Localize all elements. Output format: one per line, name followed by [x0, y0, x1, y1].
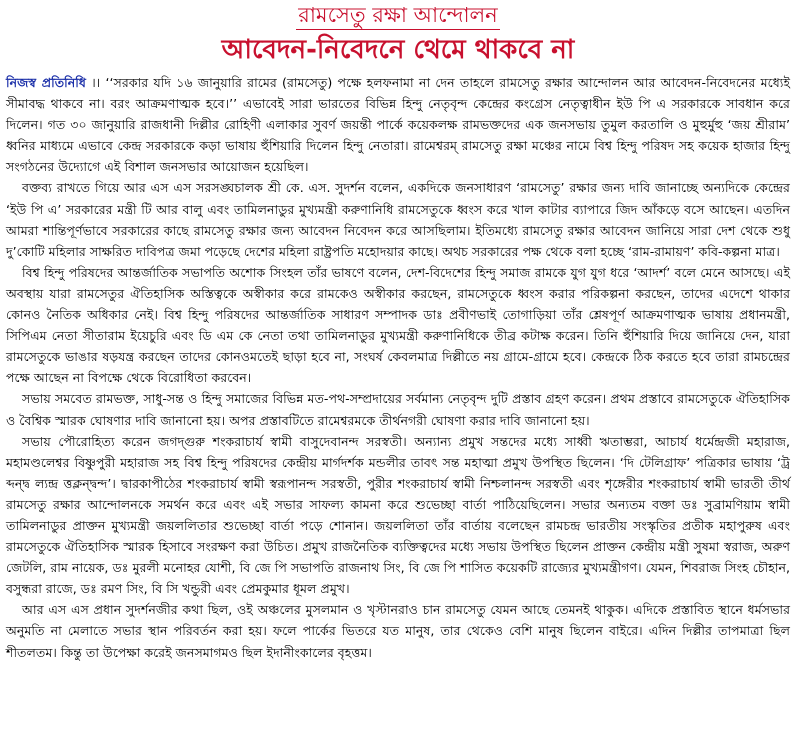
paragraph-6: আর এস এস প্রধান সুদর্শনজীর কথা ছিল, ওই অঞ্চলের মুসলমান ও খৃস্টানরাও চান রামসেতু যেমন আছে তেমনই থাকুক। এদিকে প্রস্তাবিত স্থানে ধর্মসভার অনুমতি না মেলাতে সভার স্থান পরিবর্তন করা হয়। ফলে পার্কের ভিতরে যত মানুষ, তার থেকেও বেশি মানুষ ছিলেন বাইরে। এদিন দিল্লীর তাপমাত্রা ছিল শীতলতম। কিন্তু তা উপেক্ষা করেই জনসমাগমও ছিল ইদানীংকালের বৃহত্তম।	[6, 602, 790, 660]
paragraph-1	[6, 72, 790, 177]
kicker-title: রামসেতু রক্ষা আন্দোলন	[296, 2, 499, 30]
kicker-wrap	[6, 2, 790, 36]
byline: নিজস্ব প্রতিনিধি	[6, 75, 86, 90]
paragraph-2: বক্তব্য রাখতে গিয়ে আর এস এস সরসঙ্ঘচালক শ্রী কে. এস. সুদর্শন বলেন, একদিকে জনসাধারণ ‘রামসেতু’ রক্ষার জন্য দাবি জানাচ্ছে অন্যদিকে কেন্দ্রের ‘ইউ পি এ’ সরকারের মন্ত্রী টি আর বালু এবং তামিলনাডুর মুখ্যমন্ত্রী করুণানিধি রামসেতুকে ধ্বংস করে খাল কাটার ব্যাপারে জিদ আঁকড়ে বসে আছেন। এতদিন আমরা শান্তিপূর্ণভাবে সরকারের কাছে রামসেতু রক্ষার জন্য আবেদন নিবেদন করে আসছিলাম। ইতিমধ্যে রামসেতু রক্ষার আবেদন জানিয়ে সারা দেশ থেকে শুধু দু’কোটি মহিলার সাক্ষরিত দাবিপত্র জমা পড়েছে দেশের মহিলা রাষ্ট্রপতি মহোদয়ার কাছে। অথচ সরকারের পক্ষ থেকে বলা হচ্ছে ‘রাম-রামায়ণ’ কবি-কল্পনা মাত্র।	[6, 180, 790, 259]
paragraph-4: সভায় সমবেত রামভক্ত, সাধু-সন্ত ও হিন্দু সমাজের বিভিন্ন মত-পথ-সম্প্রদায়ের সর্বমান্য নেতৃবৃন্দ দুটি প্রস্তাব গ্রহণ করেন। প্রথম প্রস্তাবে রামসেতুকে ঐতিহাসিক ও বৈশ্বিক স্মারক ঘোষণার দাবি জানানো হয়। অপর প্রস্তাবটিতে রামেশ্বরমকে তীর্থনগরী ঘোষণা করার দাবি জানানো হয়।	[6, 391, 790, 428]
paragraph-1-text: ।। ‘‘সরকার যদি ১৬ জানুয়ারি রামের (রামসেতু) পক্ষে হলফনামা না দেন তাহলে রামসেতু রক্ষার আন্দোলন আর আবেদন-নিবেদনের মধ্যেই সীমাবদ্ধ থাকবে না। বরং আক্রমণাত্মক হবে।’’ এভাবেই সারা ভারতের বিভিন্ন হিন্দু নেতৃবৃন্দ কেন্দ্রের কংগ্রেস নেতৃত্বাধীন ইউ পি এ সরকারকে সাবধান করে দিলেন। গত ৩০ জানুয়ারি রাজধানী দিল্লীর রোহিণী এলাকার সুবর্ণ জয়ন্তী পার্কে কয়েকলক্ষ রামভক্তদের এক জনসভায় তুমুল করতালি ও মুহুর্মুহু ‘জয় শ্রীরাম’ ধ্বনির মাধ্যমে এভাবে কেন্দ্র সরকারকে কড়া ভাষায় হুঁশিয়ারি দিলেন হিন্দু নেতারা। রামেশ্বরম্ রামসেতু রক্ষা মঞ্চের নামে বিশ্ব হিন্দু পরিষদ সহ কয়েক হাজার হিন্দু সংগঠনের উদ্যোগে এই বিশাল জনসভার আয়োজন হয়েছিল।	[6, 75, 790, 175]
paragraph-5: সভায় পৌরোহিত্য করেন জগদ্গুরু শংকরাচার্য স্বামী বাসুদেবানন্দ সরস্বতী। অন্যান্য প্রমুখ সন্তদের মধ্যে সাধ্বী ঋতাম্ভরা, আচার্য ধর্মেন্দ্রজী মহারাজ, মহামণ্ডলেশ্বর বিষ্ণুপুরী মহারাজ সহ বিশ্ব হিন্দু পরিষদের কেন্দ্রীয় মার্গদর্শক মন্ডলীর তাবৎ সন্ত মহাত্মা প্রমুখ উপস্থিত ছিলেন। ‘দি টেলিগ্রাফ’ পত্রিকার ভাষায় ‘ট্র ব্দন্দ্ব ল্যন্দ্র ত্তক্লন্দ্বন্দ’। দ্বারকাপীঠের শংকরাচার্য স্বামী স্বরূপানন্দ সরস্বতী, পুরীর শংকরাচার্য স্বামী নিশ্চলানন্দ সরস্বতী এবং শৃঙ্গেরীর শংকরাচার্য স্বামী ভারতী তীর্থ রামসেতু রক্ষার আন্দোলনকে সমর্থন করে এবং এই সভার সাফল্য কামনা করে শুভেচ্ছা বার্তা পাঠিয়েছিলেন। সভার অন্যতম বক্তা ডঃ সুব্রামণিয়াম স্বামী তামিলনাডুর প্রাক্তন মুখ্যমন্ত্রী জয়ললিতার শুভেচ্ছা বার্তা পড়ে শোনান। জয়ললিতা তাঁর বার্তায় বলেছেন রামচন্দ্র ভারতীয় সংস্কৃতির প্রতীক মহাপুরুষ এবং রামসেতুকে ঐতিহাসিক স্মারক হিসাবে সংরক্ষণ করা উচিত। প্রমুখ রাজনৈতিক ব্যক্তিত্বদের মধ্যে সভায় উপস্থিত ছিলেন প্রাক্তন কেন্দ্রীয় মন্ত্রী সুষমা স্বরাজ, অরুণ জেটলি, রাম নায়েক, ডঃ মুরলী মনোহর যোশী, বি জে পি সভাপতি রাজনাথ সিং, বি জে পি শাসিত কয়েকটি রাজ্যের মুখ্যমন্ত্রীগণ। যেমন, শিবরাজ সিংহ চৌহান, বসুন্ধরা রাজে, ডঃ রমণ সিং, বি সি খন্ডুরী এবং প্রেমকুমার ধূমল প্রমুখ।	[6, 433, 790, 597]
article-body	[6, 72, 790, 663]
headline: আবেদন-নিবেদনে থেমে থাকবে না	[221, 35, 575, 65]
paragraph-3: বিশ্ব হিন্দু পরিষদের আন্তর্জাতিক সভাপতি অশোক সিংহল তাঁর ভাষণে বলেন, দেশ-বিদেশের হিন্দু সমাজ রামকে যুগ যুগ ধরে ‘আদর্শ’ বলে মেনে আসছে। এই অবস্থায় যারা রামসেতুর ঐতিহাসিক অস্তিত্বকে অস্বীকার করে রামকেও অস্বীকার করছেন, রামসেতুকে ধ্বংস করার পরিকল্পনা করছেন, তাদের এদেশে থাকার কোনও নৈতিক অধিকার নেই। বিশ্ব হিন্দু পরিষদের আন্তর্জাতিক সাধারণ সম্পাদক ডাঃ প্রবীণভাই তোগাড়িয়া তাঁর শ্লেষপূর্ণ আক্রমণাত্মক ভাষায় প্রধানমন্ত্রী, সিপিএম নেতা সীতারাম ইয়েচুরি এবং ডি এম কে নেতা তথা তামিলনাডুর মুখ্যমন্ত্রী করুণানিধিকে তীব্র কটাক্ষ করেন। তিনি হুঁশিয়ারি দিয়ে জানিয়ে দেন, যারা রামসেতুকে ভাঙার ষড়যন্ত্র করছেন তাদের কোনওমতেই ছাড়া হবে না, সংঘর্ষ কেবলমাত্র দিল্লীতে নয় গ্রামে-গ্রামে হবে। কেন্দ্রকে ঠিক করতে হবে তারা রামচন্দ্রের পক্ষে আছেন না বিপক্ষে থেকে বিরোধিতা করবেন।	[6, 264, 790, 386]
